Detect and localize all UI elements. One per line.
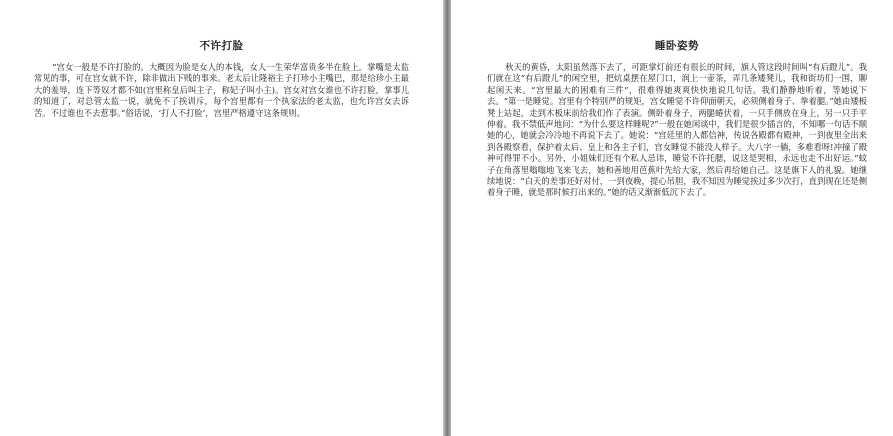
left-page-body: “宫女一般是不许打脸的。大概因为脸是女人的本钱，女人一生荣华富贵多半在脸上。掌嘴是太监常见的事，可在宫女就不许，除非做出下贱的事来。老太后让隆裕主子打珍小主嘴巴，那是给珍小主最大的羞辱，连下等奴才都不如(宫里称皇后叫主子，称妃子叫小主)。宫女对宫女谁也不许打脸，掌事儿的知道了，对总管太监一说，就免不了挨训斥，每个宫里都有一个执家法的老太监，也允许宫女去诉苦。不过谁也不去惹事。”俗话说，‘打人不打脸’，宫里严格遵守这条规则。 xyxy=(34,62,409,118)
right-page-title: 睡卧姿势 xyxy=(655,40,699,52)
left-page-title: 不许打脸 xyxy=(199,40,244,52)
right-page-body: 秋天的黄昏，太阳虽然落下去了，可距掌灯前还有很长的时间，旗人管这段时间叫“有后蹬儿”。我们就在这“有后蹬儿”的闲空里，把炕桌摆在屋门口，润上一壶茶，弄几条矮凳儿，我和街坊们一围，聊起闲天来。“宫里最大的困难有三件”，很难得她爽爽快快地说几句话。我们静静地听着，等她说下去。“第一是睡觉。宫里有个特别严的规矩，宫女睡觉不许仰面朝天，必须侧着身子、拳着腿。”她由矮板凳上站起，走到木板床前给我们作了表演。侧卧着身子，两腿蜷伏着，一只手侧放在身上，另一只手平伸着。我不禁低声地问：“为什么要这样睡呢?”一般在她闲谈中，我们是很少插言的，不知哪一句话不顺她的心，她就会冷冷地不再说下去了。她说：“宫廷里的人都信神，传说各殿都有殿神，一到夜里全出来到各殿察看，保护着太后、皇上和各主子们，宫女睡觉不能没人样子。大八字一躺，多难看呀!冲撞了殿神可得罪不小。另外，小姐妹们还有个私人忌讳，睡觉不许托腮，说这是哭相，永远也走不出好运。”蚊子在角落里嗡嗡地飞来飞去，她和善地用芭蕉叶先给大家，然后再给她自己。这是旗下人的礼貌。她继续地说：“白天的差事还好对付，一到夜晚，提心吊胆，我不知因为睡觉挨过多少次打，直到现在还是侧着身子睡，就是那时候打出来的。”她的话又渐渐低沉下去了。 xyxy=(487,62,867,198)
page-divider xyxy=(443,0,451,436)
right-page xyxy=(451,0,893,436)
left-page xyxy=(0,0,443,436)
